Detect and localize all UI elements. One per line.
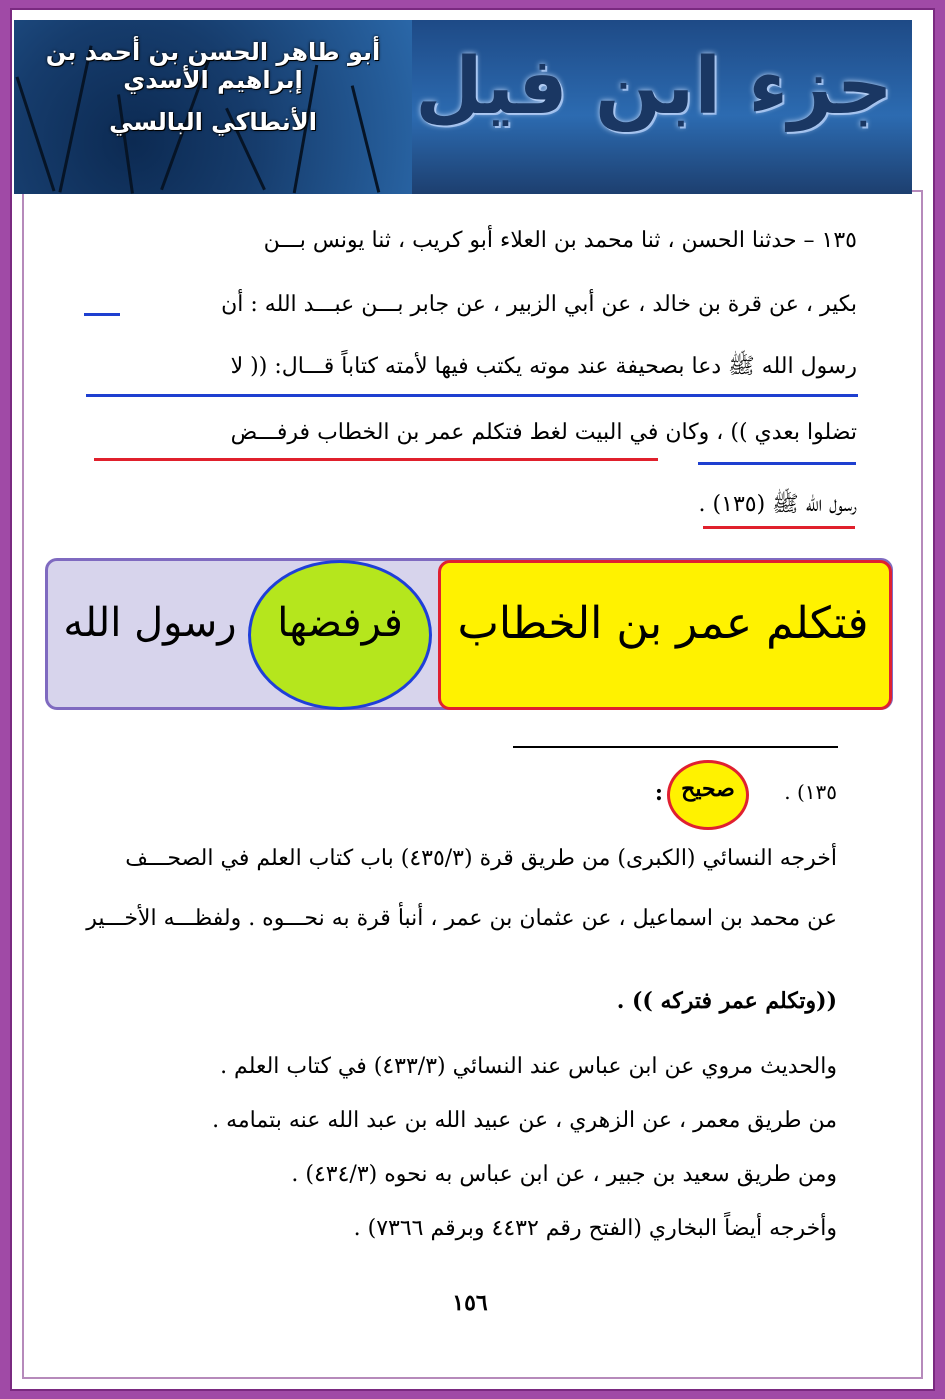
grade-colon: : <box>654 780 663 806</box>
underline-red <box>94 458 658 461</box>
underline-red <box>703 526 855 529</box>
footnote-line-5: من طريق معمر ، عن الزهري ، عن عبيد الله بن عبد الله عنه بتمامه . <box>212 1108 837 1133</box>
footnote-divider <box>513 746 838 748</box>
page-number: ١٥٦ <box>452 1290 488 1316</box>
underline-blue <box>84 313 120 316</box>
footnote-line-7: وأخرجه أيضاً البخاري (الفتح رقم ٤٤٣٢ وبرقم ٧٣٦٦) . <box>353 1216 837 1241</box>
author-name-line1: أبو طاهر الحسن بن أحمد بن إبراهيم الأسدي <box>45 38 381 94</box>
highlight-main-text: فتكلم عمر بن الخطاب <box>457 598 869 649</box>
footnote-number: ١٣٥) . <box>784 780 837 804</box>
hadith-line-5: رسول الله ﷺ (١٣٥) . <box>698 492 857 517</box>
highlight-circled-text: فرفضها <box>277 600 403 646</box>
grade-label: صحيح <box>681 776 735 802</box>
highlight-rest-text: رسول الله <box>63 600 237 646</box>
hadith-line-1: ١٣٥ – حدثنا الحسن ، ثنا محمد بن العلاء أبو كريب ، ثنا يونس بـــن <box>263 228 857 253</box>
footnote-line-6: ومن طريق سعيد بن جبير ، عن ابن عباس به نحوه (٤٣٤/٣) . <box>291 1162 837 1187</box>
hadith-line-2: بكير ، عن قرة بن خالد ، عن أبي الزبير ، عن جابر بـــن عبـــد الله : أن <box>221 292 857 317</box>
book-title: جزء ابن فيل <box>415 42 893 132</box>
author-name-line2: الأنطاكي البالسي <box>109 108 317 136</box>
hadith-line-4: تضلوا بعدي )) ، وكان في البيت لغط فتكلم عمر بن الخطاب فرفـــض <box>230 420 857 445</box>
footnote-line-4: والحديث مروي عن ابن عباس عند النسائي (٤٣٣/٣) في كتاب العلم . <box>220 1054 837 1079</box>
footnote-line-1: أخرجه النسائي (الكبرى) من طريق قرة (٤٣٥/٣) باب كتاب العلم في الصحـــف <box>125 846 837 871</box>
hadith-line-3: رسول الله ﷺ دعا بصحيفة عند موته يكتب فيها لأمته كتاباً قـــال: (( لا <box>230 354 857 379</box>
footnote-line-2: عن محمد بن اسماعيل ، عن عثمان بن عمر ، أنبأ قرة به نحـــوه . ولفظـــه الأخـــير <box>86 906 837 931</box>
underline-blue <box>86 394 858 397</box>
footnote-line-3: ((وتكلم عمر فتركه )) . <box>616 988 837 1014</box>
underline-blue <box>698 462 856 465</box>
